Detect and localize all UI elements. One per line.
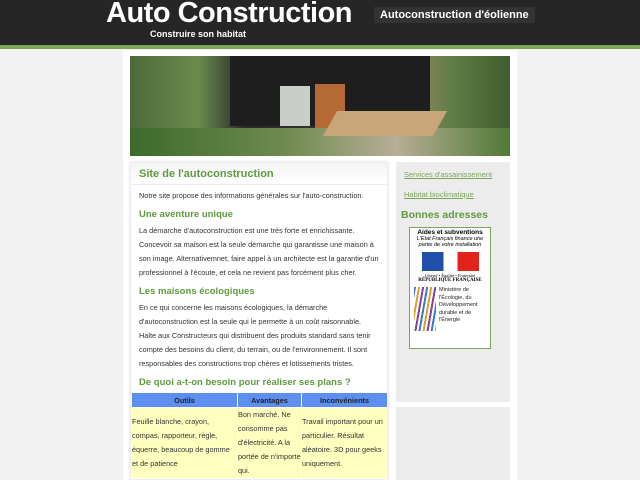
- site-header: [0, 0, 640, 45]
- sidebar-box: [396, 407, 510, 480]
- ad-title: Aides et subventions: [417, 229, 483, 236]
- section-text: En ce qui concerne les maisons écologiques, la démarche d'autoconstruction est la seule qui le permette à un coût raisonnable. Halte aux Constructeurs qui distribuent des produits standard sans tenir compte des besoins du client, du terrain, ou de l'environnement. Il sont responsables des constructions trop chères et lotissements tristes.: [139, 303, 371, 368]
- nav-link-eolienne[interactable]: Autoconstruction d'éolienne: [374, 7, 535, 23]
- section-heading: Une aventure unique: [139, 209, 233, 220]
- ad-ministry: Ministère de l'Écologie, du Développement durable et de l'Énergie: [439, 287, 478, 323]
- ad-motto: Liberté • Égalité • Fraternité: [424, 273, 476, 278]
- table-row: [132, 408, 387, 478]
- subsidies-ad-banner[interactable]: [409, 227, 491, 349]
- ad-republic: RÉPUBLIQUE FRANÇAISE: [418, 278, 482, 283]
- section-heading: Les maisons écologiques: [139, 286, 255, 297]
- page-title: Site de l'autoconstruction: [131, 163, 387, 185]
- sidebar: [396, 162, 510, 402]
- intro-text: Notre site propose des informations générales sur l'auto-construction.: [139, 191, 364, 200]
- header-divider: [0, 45, 640, 49]
- column-header: Inconvénients: [302, 393, 387, 407]
- banner-image: [130, 56, 510, 156]
- site-logo[interactable]: Auto Construction: [106, 0, 353, 29]
- column-header: Avantages: [238, 393, 301, 407]
- table-cell: Travail important pour un particulier. Résultat aléatoire. 3D pour geeks uniquement.: [302, 408, 387, 478]
- table-cell: Feuille blanche, crayon, compas, rapporteur, règle, équerre, beaucoup de gomme et de patience: [132, 408, 237, 478]
- ministry-logo-icon: [414, 287, 436, 331]
- sidebar-link-assainissement[interactable]: Services d'assainissement: [404, 170, 493, 179]
- table-cell: Bon marché. Ne consomme pas d'électricité. A la portée de n'importe qui.: [238, 408, 301, 478]
- section-text: La démarche d'autoconstruction est une très forte et enrichissante. Concevoir sa maison est la seule démarche qui garantisse une maison à son image. Alternativemnet, faire appel à un architecte est la garantie d'un professionnel à l'écoute, et cela ne revient pas forcément plus cher.: [139, 226, 379, 277]
- table-header-row: [132, 393, 387, 407]
- tools-table: [131, 392, 388, 479]
- sidebar-link-bioclimatique[interactable]: Habitat bioclimatique: [404, 190, 474, 199]
- main-content: [130, 162, 388, 480]
- sidebar-heading: Bonnes adresses: [401, 209, 488, 221]
- site-tagline: Construire son habitat: [150, 29, 247, 39]
- column-header: Outils: [132, 393, 237, 407]
- marianne-logo: [422, 252, 479, 271]
- ad-subtitle: L'Etat Français finance une partie de votre installation: [416, 236, 484, 248]
- section-heading: De quoi a-t-on besoin pour réaliser ses plans ?: [139, 377, 351, 388]
